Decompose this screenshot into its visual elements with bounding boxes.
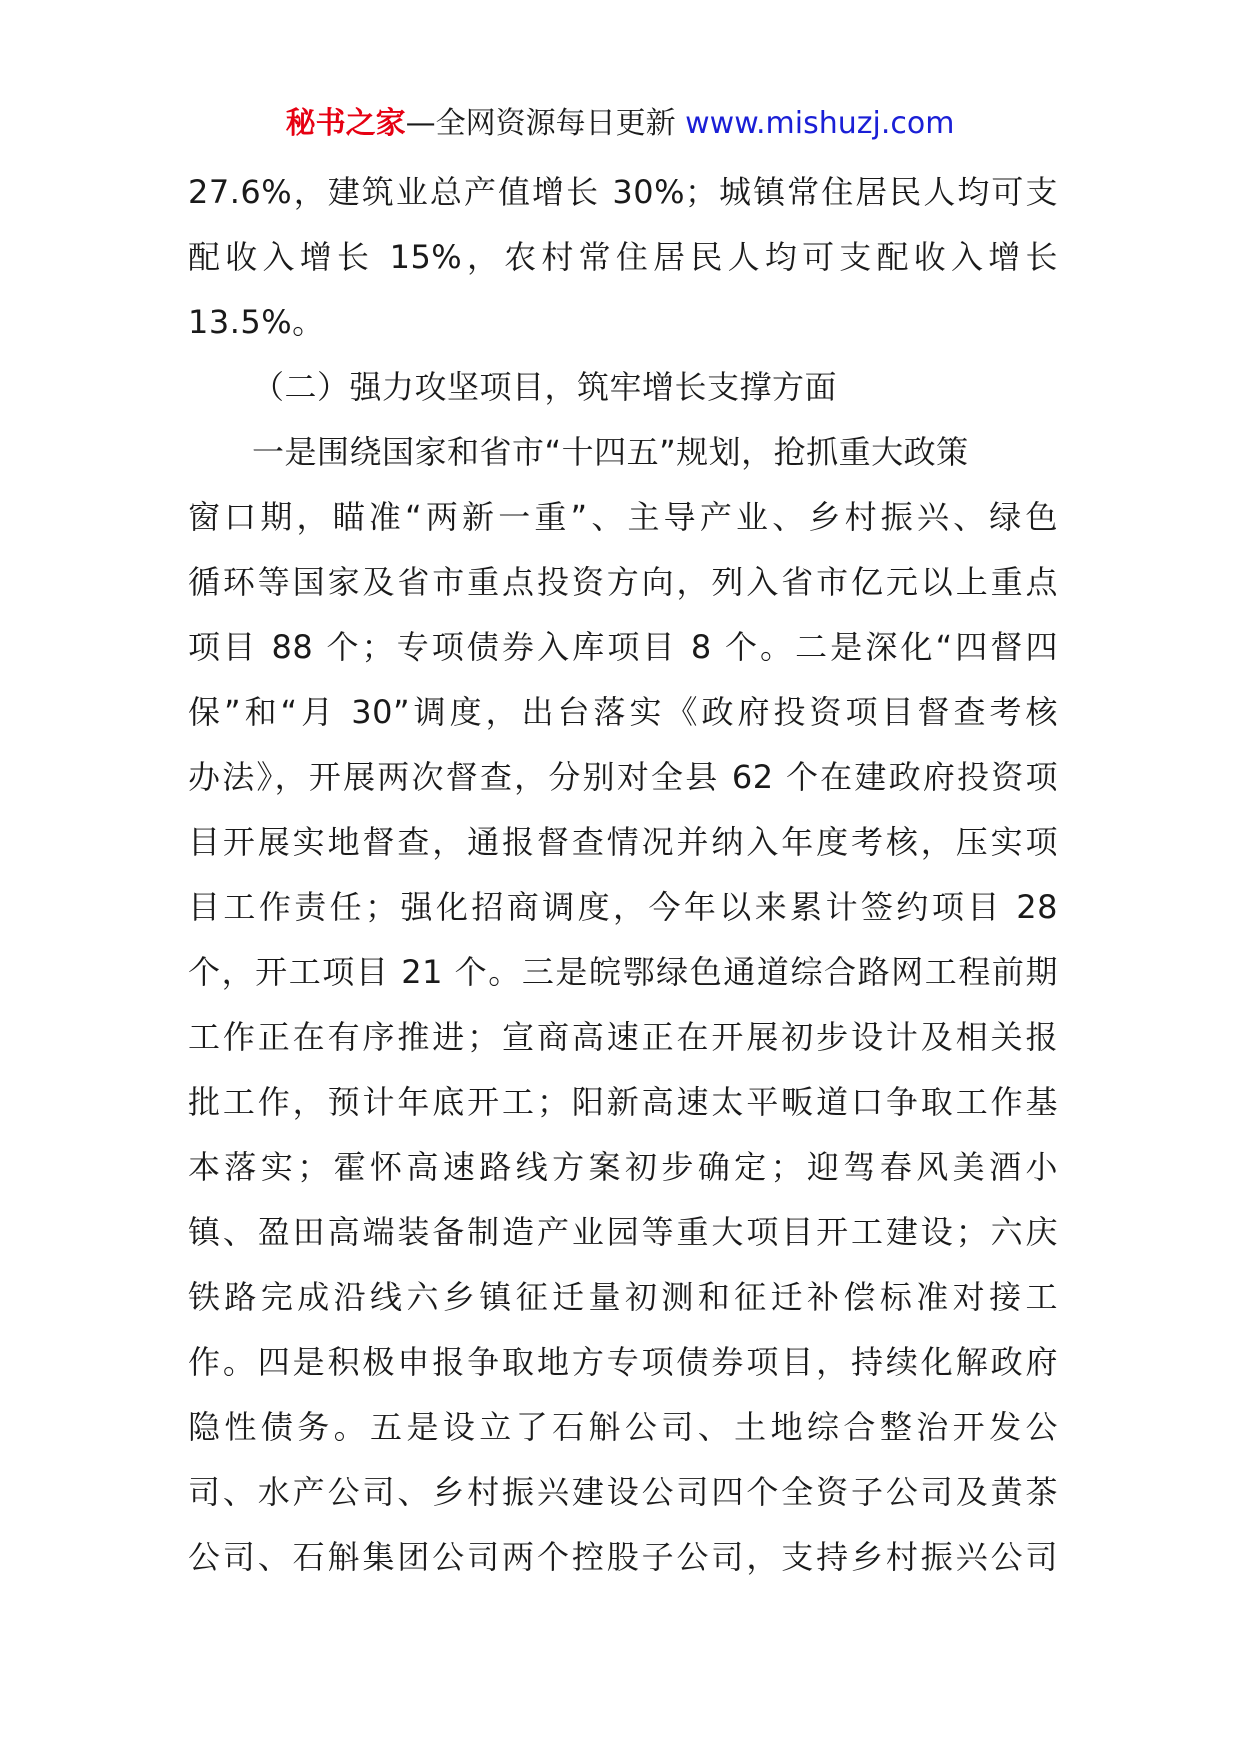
- text-line: 批工作，预计年底开工；阳新高速太平畈道口争取工作基: [188, 1083, 1058, 1121]
- site-url-link[interactable]: www.mishuzj.com: [685, 106, 955, 141]
- text-line: 项目 88 个；专项债券入库项目 8 个。二是深化“四督四: [188, 628, 1058, 666]
- text-line: 循环等国家及省市重点投资方向，列入省市亿元以上重点: [188, 563, 1058, 601]
- text-line: 保”和“月 30”调度，出台落实《政府投资项目督查考核: [188, 693, 1058, 731]
- paragraph-first-line: 一是围绕国家和省市“十四五”规划，抢抓重大政策: [252, 433, 969, 471]
- text-line: 铁路完成沿线六乡镇征迁量初测和征迁补偿标准对接工: [188, 1278, 1058, 1316]
- text-line: 13.5%。: [188, 303, 325, 341]
- header-tagline: —全网资源每日更新: [405, 106, 686, 141]
- brand-name: 秘书之家: [285, 106, 406, 141]
- text-line: 公司、石斛集团公司两个控股子公司，支持乡村振兴公司: [188, 1538, 1058, 1576]
- page-header: [0, 100, 1240, 148]
- text-line: 配收入增长 15%，农村常住居民人均可支配收入增长: [188, 238, 1058, 276]
- text-line: 司、水产公司、乡村振兴建设公司四个全资子公司及黄茶: [188, 1473, 1058, 1511]
- text-line: 隐性债务。五是设立了石斛公司、土地综合整治开发公: [188, 1408, 1058, 1446]
- section-heading: （二）强力攻坚项目，筑牢增长支撑方面: [252, 368, 838, 406]
- text-line: 目工作责任；强化招商调度，今年以来累计签约项目 28: [188, 888, 1058, 926]
- text-line: 本落实；霍怀高速路线方案初步确定；迎驾春风美酒小: [188, 1148, 1058, 1186]
- text-line: 办法》，开展两次督查，分别对全县 62 个在建政府投资项: [188, 758, 1058, 796]
- text-line: 作。四是积极申报争取地方专项债券项目，持续化解政府: [188, 1343, 1058, 1381]
- text-line: 工作正在有序推进；宣商高速正在开展初步设计及相关报: [188, 1018, 1058, 1056]
- text-line: 27.6%，建筑业总产值增长 30%；城镇常住居民人均可支: [188, 173, 1058, 211]
- text-line: 个，开工项目 21 个。三是皖鄂绿色通道综合路网工程前期: [188, 953, 1058, 991]
- text-line: 窗口期，瞄准“两新一重”、主导产业、乡村振兴、绿色: [188, 498, 1058, 536]
- text-line: 目开展实地督查，通报督查情况并纳入年度考核，压实项: [188, 823, 1058, 861]
- text-line: 镇、盈田高端装备制造产业园等重大项目开工建设；六庆: [188, 1213, 1058, 1251]
- document-body: [188, 160, 1058, 1590]
